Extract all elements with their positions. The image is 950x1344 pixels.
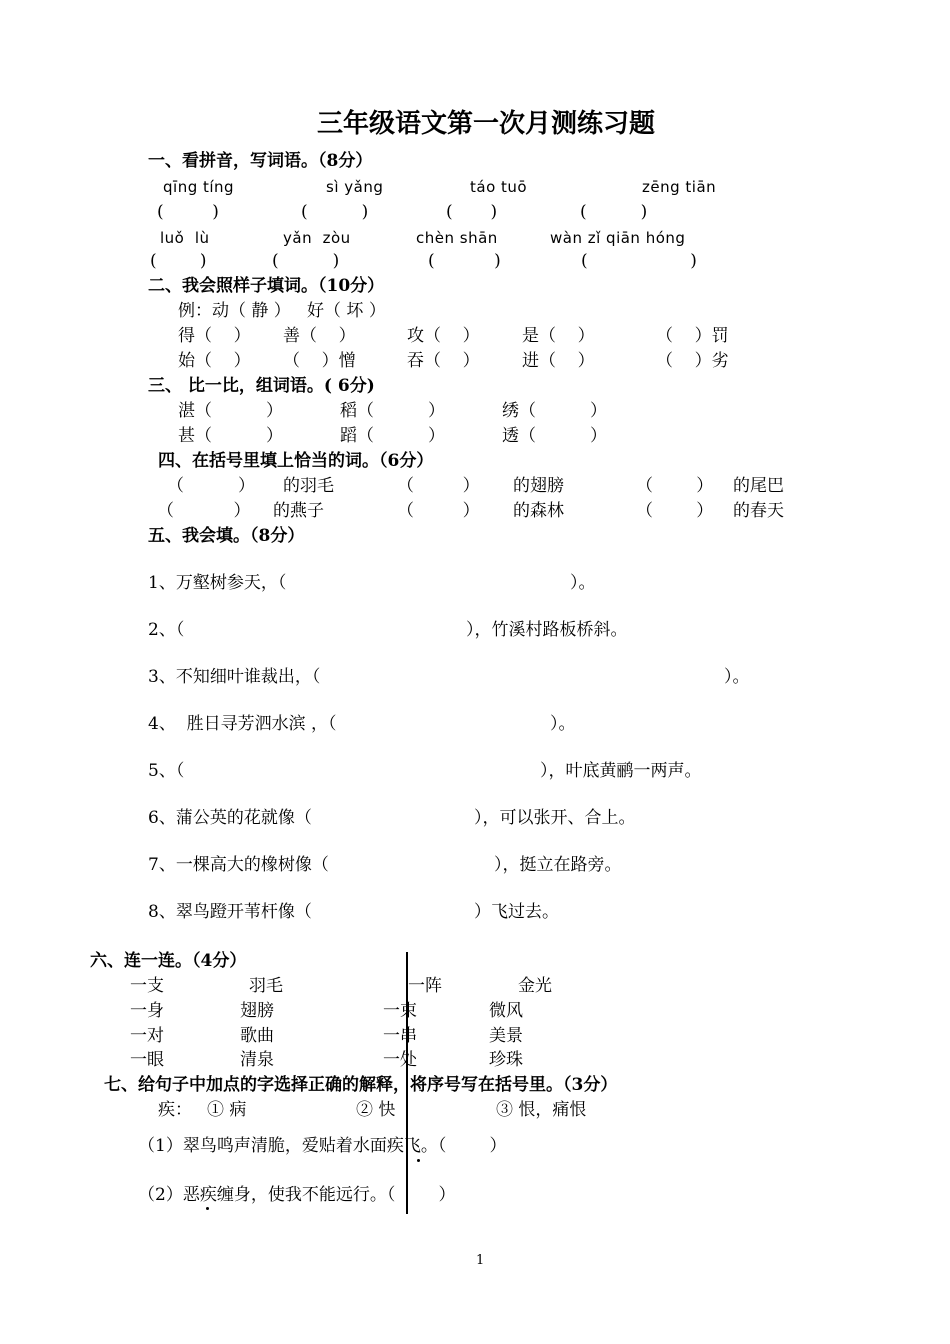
poem-item-suffix: ）。 [570,573,596,593]
poem-answer-blank[interactable] [341,854,494,876]
pinyin: yǎn zòu [283,229,351,247]
poem-answer-blank[interactable] [338,666,724,688]
match-item[interactable]: 歌曲 [240,1026,274,1046]
section-6-heading: 六、连一连。（4分） [90,951,247,971]
pinyin: sì yǎng [326,178,384,196]
answer-blank[interactable]: （ ） [157,501,251,521]
question-1[interactable]: （1）翠鸟鸣声清脆，爱贴着水面疾飞。（ ） [138,1136,507,1156]
phrase-suffix: 的燕子 [273,501,324,521]
example-line: 例：动（ 静 ） 好（ 坏 ） [178,301,386,321]
answer-blank[interactable]: （ ） [636,476,714,496]
section-7-heading: 七、给句子中加点的字选择正确的解释，将序号写在括号里。（3分） [104,1075,618,1095]
phrase-suffix: 的羽毛 [283,476,334,496]
match-item[interactable]: 一支 [130,976,164,996]
match-item[interactable]: 微风 [489,1001,523,1021]
page-title: 三年级语文第一次月测练习题 [317,109,656,139]
phrase-suffix: 的森林 [513,501,564,521]
poem-item-suffix: ）。 [724,667,750,687]
poem-item-prefix: 5、（ [148,761,185,781]
word-item[interactable]: 稻（ ） [340,401,446,421]
option: ① 病 [207,1100,247,1120]
match-item[interactable]: 翅膀 [240,1001,274,1021]
poem-answer-blank[interactable] [322,807,474,829]
char-label: 疾： [158,1100,192,1120]
phrase-suffix: 的春天 [733,501,784,521]
section-1-heading: 一、看拼音，写词语。（8分） [148,151,373,171]
section-3-heading: 三、 比一比，组词语。( 6分) [148,376,375,396]
answer-blank[interactable]: （ ） [167,476,256,496]
word-item[interactable]: 绣（ ） [502,401,608,421]
answer-blank[interactable]: ( ) [581,251,697,271]
question-2[interactable]: （2）恶疾缠身，使我不能远行。（ ） [138,1185,456,1205]
emphasis-dot [206,1207,209,1210]
fill-item[interactable]: （ ）憎 [283,351,356,371]
option: ③ 恨，痛恨 [496,1100,587,1120]
poem-answer-blank[interactable] [185,619,466,641]
fill-item[interactable]: 善（ ） [283,326,356,346]
emphasis-dot [417,1159,420,1162]
word-item[interactable]: 湛（ ） [178,401,284,421]
match-item[interactable]: 美景 [489,1026,523,1046]
fill-item[interactable]: 进（ ） [522,351,595,371]
answer-blank[interactable]: ( ) [157,202,219,222]
poem-answer-blank[interactable] [368,713,550,735]
page-number: 1 [476,1253,485,1268]
answer-blank[interactable]: ( ) [272,251,340,271]
section-5-heading: 五、我会填。（8分） [148,526,305,546]
poem-item-suffix: ）飞过去。 [474,902,559,922]
pinyin: táo tuō [470,178,528,196]
fill-item[interactable]: 是（ ） [522,326,595,346]
fill-item[interactable]: 得（ ） [178,326,251,346]
answer-blank[interactable]: ( ) [150,251,207,271]
poem-item-prefix: 1、万壑树参天，（ [148,573,287,593]
answer-blank[interactable]: （ ） [636,501,714,521]
pinyin: wàn zǐ qiān hóng [550,229,686,247]
poem-item-prefix: 7、一棵高大的橡树像（ [148,855,329,875]
match-item[interactable]: 一对 [130,1026,164,1046]
poem-answer-blank[interactable] [185,760,540,782]
fill-item[interactable]: （ ）罚 [656,326,729,346]
poem-item-suffix: ），竹溪村路板桥斜。 [466,620,628,640]
poem-item-prefix: 3、不知细叶谁裁出，（ [148,667,321,687]
poem-item-prefix: 4、 胜日寻芳泗水滨 ，（ [148,714,337,734]
answer-blank[interactable]: （ ） [397,501,480,521]
pinyin: qīng tíng [163,178,235,196]
pinyin: luǒ lù [160,229,210,247]
poem-item-suffix: ）。 [550,714,576,734]
section-2-heading: 二、我会照样子填词。（10分） [148,276,385,296]
match-item[interactable]: 金光 [518,976,552,996]
phrase-suffix: 的尾巴 [733,476,784,496]
match-item[interactable]: 一身 [130,1001,164,1021]
phrase-suffix: 的翅膀 [513,476,564,496]
poem-item-prefix: 6、蒲公英的花就像（ [148,808,312,828]
word-item[interactable]: 透（ ） [502,426,608,446]
match-item[interactable]: 清泉 [240,1050,274,1070]
poem-item-prefix: 8、翠鸟蹬开苇杆像（ [148,902,312,922]
answer-blank[interactable]: ( ) [580,202,648,222]
poem-item-suffix: ），叶底黄鹂一两声。 [540,761,702,781]
fill-item[interactable]: 始（ ） [178,351,251,371]
option: ② 快 [356,1100,396,1120]
fill-item[interactable]: （ ）劣 [656,351,729,371]
poem-item-suffix: ），挺立在路旁。 [494,855,622,875]
pinyin: zēng tiān [642,178,717,196]
fill-item[interactable]: 攻（ ） [407,326,480,346]
answer-blank[interactable]: ( ) [301,202,369,222]
poem-item-prefix: 2、（ [148,620,185,640]
pinyin: chèn shān [416,229,498,247]
match-item[interactable]: 珍珠 [489,1050,523,1070]
poem-item-suffix: ），可以张开、合上。 [474,808,636,828]
poem-answer-blank[interactable] [322,901,474,923]
match-item[interactable]: 羽毛 [249,976,283,996]
answer-blank[interactable]: ( ) [428,251,501,271]
poem-answer-blank[interactable] [300,572,570,594]
word-item[interactable]: 甚（ ） [178,426,284,446]
match-item[interactable]: 一阵 [408,976,442,996]
fill-item[interactable]: 吞（ ） [407,351,480,371]
match-item[interactable]: 一串 [383,1026,417,1046]
match-item[interactable]: 一处 [383,1050,417,1070]
match-item[interactable]: 一束 [383,1001,417,1021]
match-item[interactable]: 一眼 [130,1050,164,1070]
answer-blank[interactable]: ( ) [446,202,498,222]
word-item[interactable]: 蹈（ ） [340,426,446,446]
answer-blank[interactable]: （ ） [397,476,480,496]
section-4-heading: 四、在括号里填上恰当的词。（6分） [158,451,434,471]
